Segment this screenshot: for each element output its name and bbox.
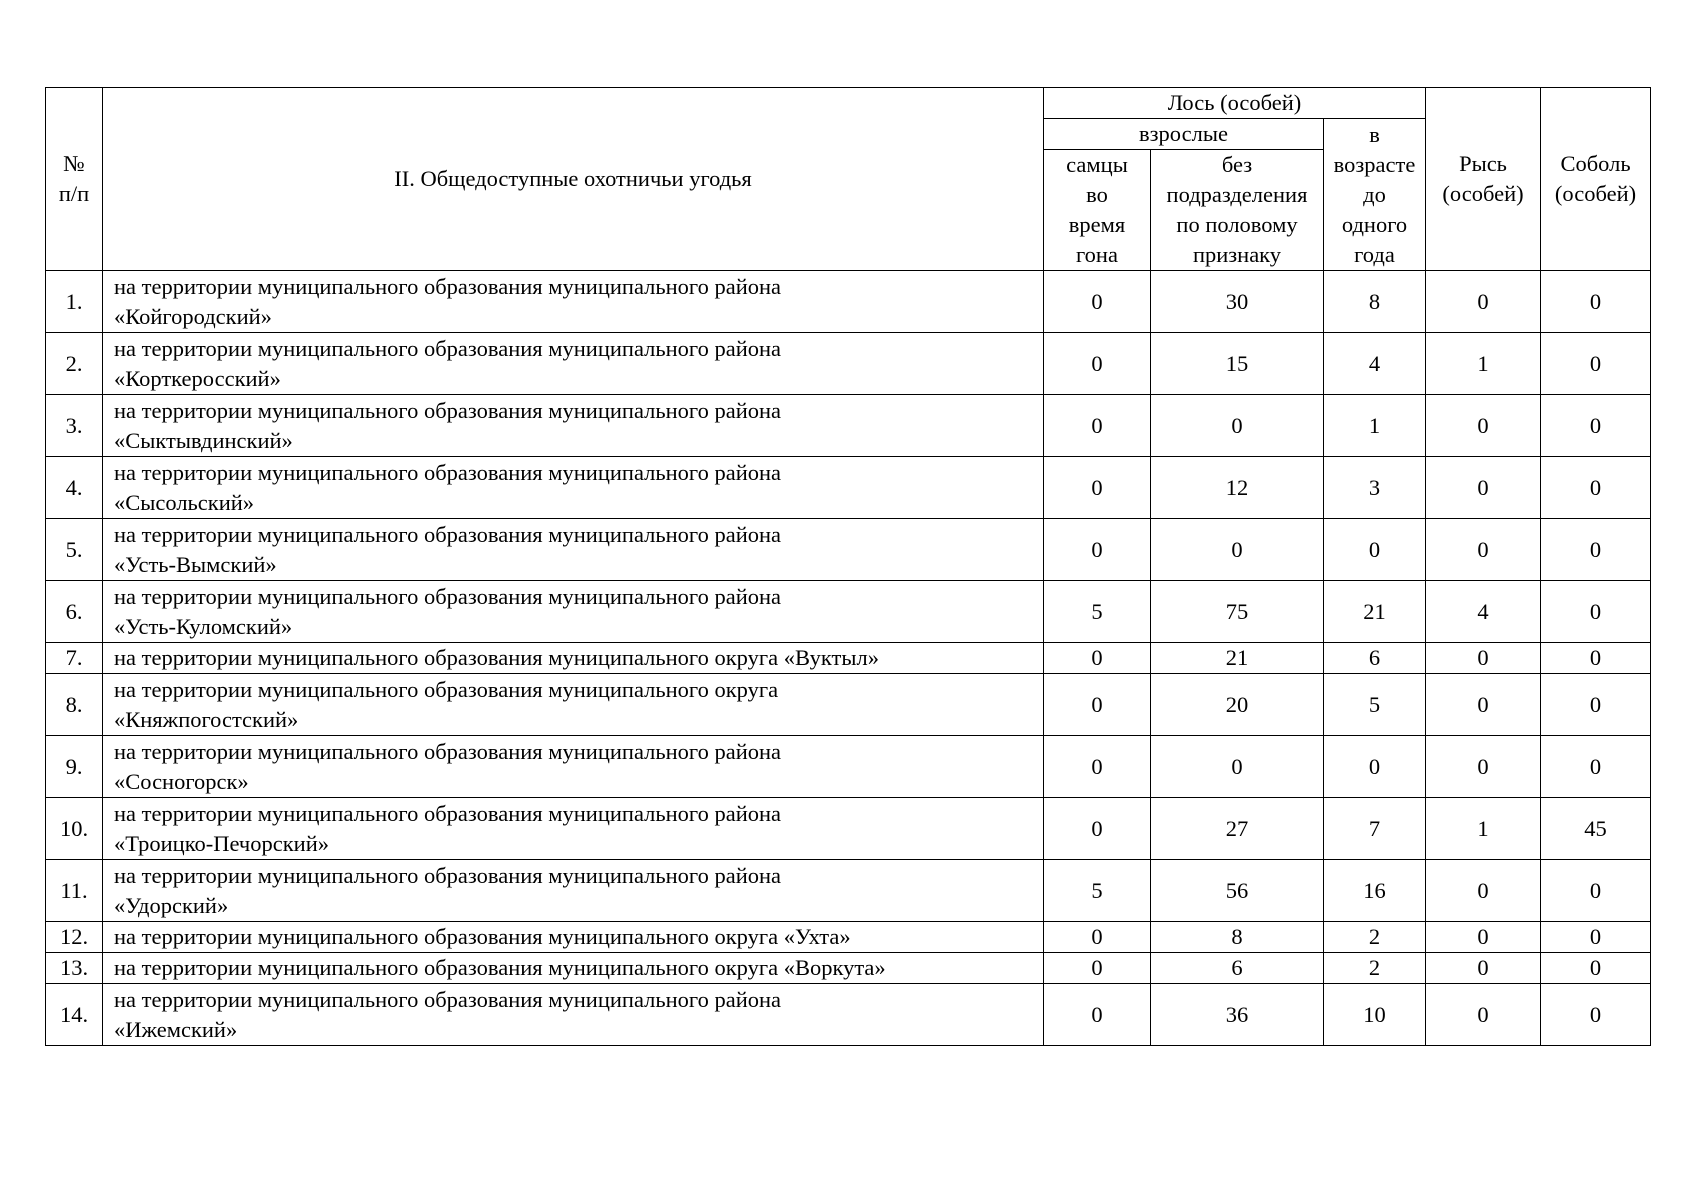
header-elk-group: Лось (особей) [1044,88,1426,119]
males-rut-cell: 0 [1044,736,1151,798]
under-one-year-cell: 0 [1324,736,1426,798]
table-row [46,581,1651,643]
sable-cell: 0 [1541,519,1651,581]
territory-name-line: «Усть-Вымский» [114,551,277,577]
row-number-cell: 2. [46,333,103,395]
header-row-number: № п/п [46,88,103,271]
under-one-year-cell: 1 [1324,395,1426,457]
table-row [46,736,1651,798]
sable-cell: 0 [1541,271,1651,333]
table-header [46,88,1651,271]
header-section-title: II. Общедоступные охотничьи угодья [103,88,1044,271]
territory-name-cell [103,674,1044,736]
table-row [46,643,1651,674]
territory-name-cell [103,395,1044,457]
under-one-year-cell: 0 [1324,519,1426,581]
territory-name-line: «Усть-Куломский» [114,613,293,639]
row-number-cell: 10. [46,798,103,860]
no-sex-division-cell: 12 [1151,457,1324,519]
territory-name-cell [103,798,1044,860]
lynx-cell: 1 [1426,798,1541,860]
under-one-year-cell: 2 [1324,922,1426,953]
territory-name-line: на территории муниципального образования муниципального округа «Ухта» [114,924,851,949]
row-number-cell: 7. [46,643,103,674]
territory-name-cell [103,271,1044,333]
table-row [46,674,1651,736]
under-one-year-cell: 21 [1324,581,1426,643]
territory-name-line: «Сысольский» [114,489,255,515]
no-sex-division-cell: 30 [1151,271,1324,333]
quota-table [45,87,1651,1046]
no-sex-division-cell: 8 [1151,922,1324,953]
territory-name-line: на территории муниципального образования муниципального района [114,986,782,1012]
sable-cell: 0 [1541,674,1651,736]
table-row [46,333,1651,395]
row-number-cell: 12. [46,922,103,953]
males-rut-cell: 0 [1044,674,1151,736]
table-row [46,798,1651,860]
table-row [46,519,1651,581]
territory-name-cell [103,333,1044,395]
territory-name-cell [103,984,1044,1046]
no-sex-division-cell: 6 [1151,953,1324,984]
table-row [46,395,1651,457]
no-sex-division-cell: 56 [1151,860,1324,922]
sable-cell: 0 [1541,395,1651,457]
row-number-cell: 11. [46,860,103,922]
territory-name-line: на территории муниципального образования муниципального района [114,273,782,299]
row-number-cell: 4. [46,457,103,519]
territory-name-line: «Сыктывдинский» [114,427,293,453]
lynx-cell: 0 [1426,674,1541,736]
header-lynx: Рысь (особей) [1426,88,1541,271]
lynx-cell: 0 [1426,519,1541,581]
sable-cell: 0 [1541,736,1651,798]
under-one-year-cell: 4 [1324,333,1426,395]
table-row [46,271,1651,333]
territory-name-line: на территории муниципального образования муниципального района [114,397,782,423]
territory-name-line: на территории муниципального образования муниципального округа «Вуктыл» [114,645,879,670]
territory-name-line: «Сосногорск» [114,768,249,794]
under-one-year-cell: 6 [1324,643,1426,674]
sable-cell: 0 [1541,984,1651,1046]
sable-cell: 0 [1541,643,1651,674]
row-number-cell: 3. [46,395,103,457]
territory-name-line: «Ижемский» [114,1016,238,1042]
males-rut-cell: 0 [1044,984,1151,1046]
males-rut-cell: 5 [1044,860,1151,922]
lynx-cell: 0 [1426,457,1541,519]
header-no-sex-division: без подразделения по половому признаку [1151,150,1324,271]
territory-name-cell [103,922,1044,953]
sable-cell: 45 [1541,798,1651,860]
row-number-cell: 9. [46,736,103,798]
lynx-cell: 0 [1426,395,1541,457]
territory-name-cell [103,860,1044,922]
males-rut-cell: 0 [1044,395,1151,457]
lynx-cell: 0 [1426,271,1541,333]
table-row [46,860,1651,922]
territory-name-line: «Койгородский» [114,303,272,329]
males-rut-cell: 0 [1044,953,1151,984]
no-sex-division-cell: 20 [1151,674,1324,736]
territory-name-line: «Княжпогостский» [114,706,299,732]
sable-cell: 0 [1541,457,1651,519]
males-rut-cell: 5 [1044,581,1151,643]
no-sex-division-cell: 15 [1151,333,1324,395]
males-rut-cell: 0 [1044,457,1151,519]
territory-name-cell [103,736,1044,798]
territory-name-line: на территории муниципального образования муниципального района [114,862,782,888]
under-one-year-cell: 2 [1324,953,1426,984]
row-number-cell: 8. [46,674,103,736]
lynx-cell: 0 [1426,953,1541,984]
males-rut-cell: 0 [1044,922,1151,953]
table-row [46,457,1651,519]
territory-name-line: «Троицко-Печорский» [114,830,329,856]
lynx-cell: 0 [1426,736,1541,798]
row-number-cell: 6. [46,581,103,643]
males-rut-cell: 0 [1044,333,1151,395]
no-sex-division-cell: 21 [1151,643,1324,674]
no-sex-division-cell: 0 [1151,395,1324,457]
header-adults-group: взрослые [1044,119,1324,150]
territory-name-line: на территории муниципального образования муниципального района [114,738,782,764]
under-one-year-cell: 8 [1324,271,1426,333]
no-sex-division-cell: 0 [1151,519,1324,581]
under-one-year-cell: 3 [1324,457,1426,519]
row-number-cell: 14. [46,984,103,1046]
row-number-cell: 1. [46,271,103,333]
under-one-year-cell: 10 [1324,984,1426,1046]
header-sable: Соболь (особей) [1541,88,1651,271]
territory-name-cell [103,581,1044,643]
under-one-year-cell: 7 [1324,798,1426,860]
row-number-cell: 13. [46,953,103,984]
territory-name-line: на территории муниципального образования муниципального района [114,583,782,609]
sable-cell: 0 [1541,922,1651,953]
territory-name-line: на территории муниципального образования муниципального округа [114,676,779,702]
lynx-cell: 1 [1426,333,1541,395]
table-row [46,953,1651,984]
header-males-rut: самцы во время гона [1044,150,1151,271]
territory-name-cell [103,457,1044,519]
territory-name-cell [103,519,1044,581]
header-under-one-year: в возрасте до одного года [1324,119,1426,271]
lynx-cell: 0 [1426,922,1541,953]
territory-name-line: на территории муниципального образования муниципального района [114,800,782,826]
table-row [46,922,1651,953]
males-rut-cell: 0 [1044,798,1151,860]
territory-name-line: «Удорский» [114,892,229,918]
territory-name-line: «Корткеросский» [114,365,281,391]
lynx-cell: 0 [1426,984,1541,1046]
table-body [46,271,1651,1046]
under-one-year-cell: 16 [1324,860,1426,922]
lynx-cell: 0 [1426,860,1541,922]
territory-name-line: на территории муниципального образования муниципального округа «Воркута» [114,955,886,980]
males-rut-cell: 0 [1044,271,1151,333]
sable-cell: 0 [1541,953,1651,984]
territory-name-line: на территории муниципального образования муниципального района [114,521,782,547]
no-sex-division-cell: 75 [1151,581,1324,643]
row-number-cell: 5. [46,519,103,581]
males-rut-cell: 0 [1044,519,1151,581]
sable-cell: 0 [1541,860,1651,922]
sable-cell: 0 [1541,581,1651,643]
no-sex-division-cell: 0 [1151,736,1324,798]
territory-name-line: на территории муниципального образования муниципального района [114,459,782,485]
lynx-cell: 0 [1426,643,1541,674]
table-row [46,984,1651,1046]
under-one-year-cell: 5 [1324,674,1426,736]
lynx-cell: 4 [1426,581,1541,643]
territory-name-line: на территории муниципального образования муниципального района [114,335,782,361]
territory-name-cell [103,643,1044,674]
no-sex-division-cell: 36 [1151,984,1324,1046]
sable-cell: 0 [1541,333,1651,395]
territory-name-cell [103,953,1044,984]
males-rut-cell: 0 [1044,643,1151,674]
no-sex-division-cell: 27 [1151,798,1324,860]
